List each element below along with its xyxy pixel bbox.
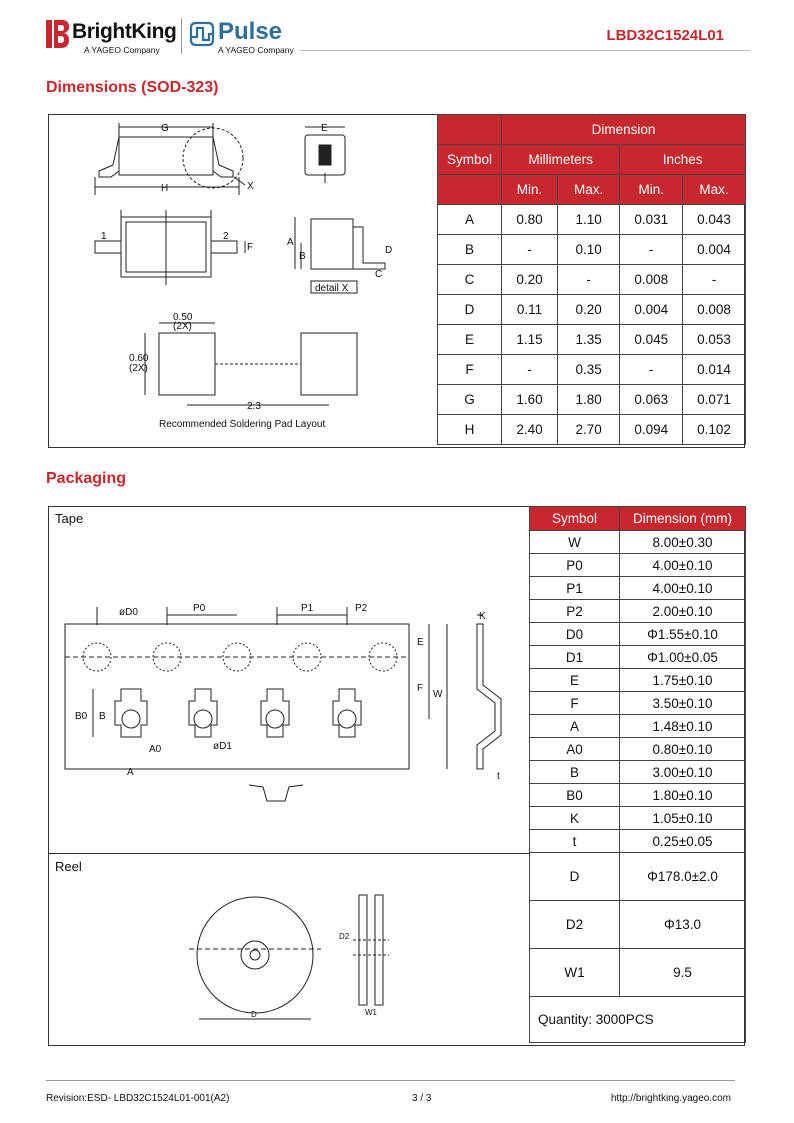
table-row [530, 738, 746, 761]
table-cell: 9.5 [620, 949, 746, 997]
table-cell: 0.014 [683, 355, 746, 385]
table-row [530, 830, 746, 853]
tape-label-a: A [127, 767, 134, 778]
table-cell: A [530, 715, 620, 738]
table-cell: Φ178.0±2.0 [620, 853, 746, 901]
table-cell: 0.20 [502, 265, 558, 295]
table-row [438, 385, 746, 415]
tape-label: Tape [55, 511, 84, 526]
table-cell: - [502, 355, 558, 385]
table-cell: 0.35 [558, 355, 620, 385]
pad-height-label: 0.60 [129, 353, 149, 364]
brightking-mark-icon [46, 20, 70, 48]
table-header-symbol: Symbol [438, 145, 502, 175]
table-cell: 0.10 [558, 235, 620, 265]
table-cell: - [620, 355, 683, 385]
table-row [530, 577, 746, 600]
table-cell: 0.25±0.05 [620, 830, 746, 853]
table-cell: P1 [530, 577, 620, 600]
table-row [530, 646, 746, 669]
page-footer [46, 1080, 735, 1104]
table-header-mm: Millimeters [502, 145, 620, 175]
dim-label-b: B [299, 251, 306, 262]
pkg-header-symbol: Symbol [530, 507, 620, 531]
pulse-mark-icon [188, 20, 216, 48]
table-row [438, 295, 746, 325]
table-row [530, 531, 746, 554]
table-row [530, 807, 746, 830]
table-row [530, 554, 746, 577]
table-cell: 4.00±0.10 [620, 554, 746, 577]
table-cell: 2.70 [558, 415, 620, 445]
tape-label-p0: P0 [193, 603, 206, 614]
table-cell: A0 [530, 738, 620, 761]
tape-reel-drawing [49, 507, 527, 1047]
table-cell: E [438, 325, 502, 355]
table-header-blank [438, 115, 502, 145]
table-cell: - [558, 265, 620, 295]
tape-label-e: E [417, 637, 424, 648]
table-cell: t [530, 830, 620, 853]
packaging-box [48, 506, 745, 1046]
revision-text: Revision:ESD- LBD32C1524L01-001(A2) [46, 1093, 230, 1104]
table-cell: 1.15 [502, 325, 558, 355]
table-cell: Φ13.0 [620, 901, 746, 949]
table-cell: K [530, 807, 620, 830]
table-row [530, 715, 746, 738]
packaging-table [529, 506, 746, 1043]
table-cell: D2 [530, 901, 620, 949]
tape-label-p1: P1 [301, 603, 314, 614]
pulse-logo [188, 18, 294, 55]
table-cell: D0 [530, 623, 620, 646]
table-row [438, 205, 746, 235]
table-cell: 0.031 [620, 205, 683, 235]
table-cell: 2.00±0.10 [620, 600, 746, 623]
table-cell: 2.40 [502, 415, 558, 445]
page-number: 3 / 3 [412, 1093, 432, 1104]
table-cell: Φ1.55±0.10 [620, 623, 746, 646]
brightking-subtitle: A YAGEO Company [84, 45, 160, 55]
header-rule [300, 50, 750, 51]
pulse-subtitle: A YAGEO Company [218, 45, 294, 55]
tape-label-f: F [417, 683, 424, 694]
table-row [530, 949, 746, 997]
table-cell: B0 [530, 784, 620, 807]
tape-label-k: K [479, 611, 486, 622]
table-cell: Φ1.00±0.05 [620, 646, 746, 669]
table-cell: 0.053 [683, 325, 746, 355]
table-cell: 0.80±0.10 [620, 738, 746, 761]
table-cell: C [438, 265, 502, 295]
table-header-max: Max. [558, 175, 620, 205]
sod323-drawing [49, 115, 437, 447]
table-header-blank [438, 175, 502, 205]
dim-label-h: H [161, 183, 169, 194]
table-row [438, 325, 746, 355]
table-cell: 1.60 [502, 385, 558, 415]
tape-label-p2: P2 [355, 603, 368, 614]
brightking-name: BrightKing [72, 20, 177, 43]
dim-label-c: C [375, 269, 383, 280]
table-cell: 0.063 [620, 385, 683, 415]
table-cell: 1.10 [558, 205, 620, 235]
table-cell: P0 [530, 554, 620, 577]
table-cell: 0.094 [620, 415, 683, 445]
dim-label-a: A [287, 237, 294, 248]
table-header-in: Inches [620, 145, 746, 175]
part-number: LBD32C1524L01 [606, 27, 724, 44]
table-cell: - [620, 235, 683, 265]
table-cell: 1.80±0.10 [620, 784, 746, 807]
table-row [530, 669, 746, 692]
table-cell: 8.00±0.30 [620, 531, 746, 554]
pulse-name: Pulse [218, 18, 283, 45]
pad-layout-caption: Recommended Soldering Pad Layout [159, 419, 326, 430]
dim-label-2: 2 [223, 231, 229, 242]
table-header-min: Min. [502, 175, 558, 205]
tape-label-t: t [497, 771, 500, 782]
pad-height-count: (2X) [129, 363, 148, 374]
table-cell: 1.05±0.10 [620, 807, 746, 830]
table-cell: - [683, 265, 746, 295]
table-row [438, 355, 746, 385]
dimensions-title: Dimensions (SOD-323) [46, 79, 219, 96]
table-cell: E [530, 669, 620, 692]
dim-label-e: E [321, 123, 328, 134]
tape-label-b0: B0 [75, 711, 88, 722]
table-cell: - [502, 235, 558, 265]
table-row [438, 235, 746, 265]
table-header-dimension: Dimension [502, 115, 746, 145]
table-cell: 4.00±0.10 [620, 577, 746, 600]
pad-width-label: 0.50 [173, 312, 193, 323]
quantity-cell: Quantity: 3000PCS [530, 997, 746, 1043]
table-header-min: Min. [620, 175, 683, 205]
brightking-logo [46, 20, 177, 55]
table-cell: W [530, 531, 620, 554]
table-row [530, 692, 746, 715]
table-cell: 0.043 [683, 205, 746, 235]
table-cell: 0.20 [558, 295, 620, 325]
table-cell: P2 [530, 600, 620, 623]
table-cell: B [438, 235, 502, 265]
dimensions-box [48, 114, 745, 448]
pad-width-count: (2X) [173, 321, 192, 332]
table-cell: A [438, 205, 502, 235]
table-cell: 0.80 [502, 205, 558, 235]
table-cell: 3.00±0.10 [620, 761, 746, 784]
reel-label-w1: W1 [365, 1008, 377, 1017]
table-cell: D [438, 295, 502, 325]
packaging-title: Packaging [46, 470, 127, 487]
table-cell: 1.75±0.10 [620, 669, 746, 692]
pkg-header-dimension: Dimension (mm) [620, 507, 746, 531]
reel-label-d: D [251, 1010, 257, 1019]
table-cell: D1 [530, 646, 620, 669]
dimensions-table [437, 114, 746, 445]
footer-url: http://brightking.yageo.com [610, 1093, 731, 1104]
page-header [0, 0, 794, 70]
table-header-max: Max. [683, 175, 746, 205]
table-cell: 1.35 [558, 325, 620, 355]
tape-label-d1: øD1 [213, 741, 232, 752]
table-cell: 0.008 [620, 265, 683, 295]
table-row [438, 265, 746, 295]
table-cell: G [438, 385, 502, 415]
logo-divider [181, 18, 182, 54]
tape-label-w: W [433, 689, 443, 700]
table-cell: 0.045 [620, 325, 683, 355]
table-cell: F [530, 692, 620, 715]
tape-label-d0: øD0 [119, 607, 138, 618]
table-row [530, 784, 746, 807]
dim-label-1: 1 [101, 231, 107, 242]
dim-label-f: F [247, 242, 254, 253]
table-cell: 0.11 [502, 295, 558, 325]
table-cell: D [530, 853, 620, 901]
dim-label-x: X [247, 181, 254, 192]
table-cell: B [530, 761, 620, 784]
reel-label-d2: D2 [339, 932, 350, 941]
tape-label-a0: A0 [149, 744, 162, 755]
table-row [530, 901, 746, 949]
reel-label: Reel [55, 859, 82, 874]
table-cell: 3.50±0.10 [620, 692, 746, 715]
table-row [530, 761, 746, 784]
table-cell: H [438, 415, 502, 445]
table-cell: 0.004 [683, 235, 746, 265]
table-row [530, 623, 746, 646]
dim-label-g: G [161, 123, 169, 134]
table-cell: 0.004 [620, 295, 683, 325]
table-cell: 1.80 [558, 385, 620, 415]
pad-pitch-label: 2.3 [247, 401, 261, 412]
dim-label-d: D [385, 245, 393, 256]
table-cell: 0.071 [683, 385, 746, 415]
table-cell: 0.102 [683, 415, 746, 445]
table-cell: 0.008 [683, 295, 746, 325]
table-row [530, 853, 746, 901]
tape-label-b: B [99, 711, 106, 722]
table-row [438, 415, 746, 445]
table-cell: W1 [530, 949, 620, 997]
table-row [530, 600, 746, 623]
detail-x-label: detail X [315, 283, 349, 294]
table-cell: 1.48±0.10 [620, 715, 746, 738]
table-cell: F [438, 355, 502, 385]
